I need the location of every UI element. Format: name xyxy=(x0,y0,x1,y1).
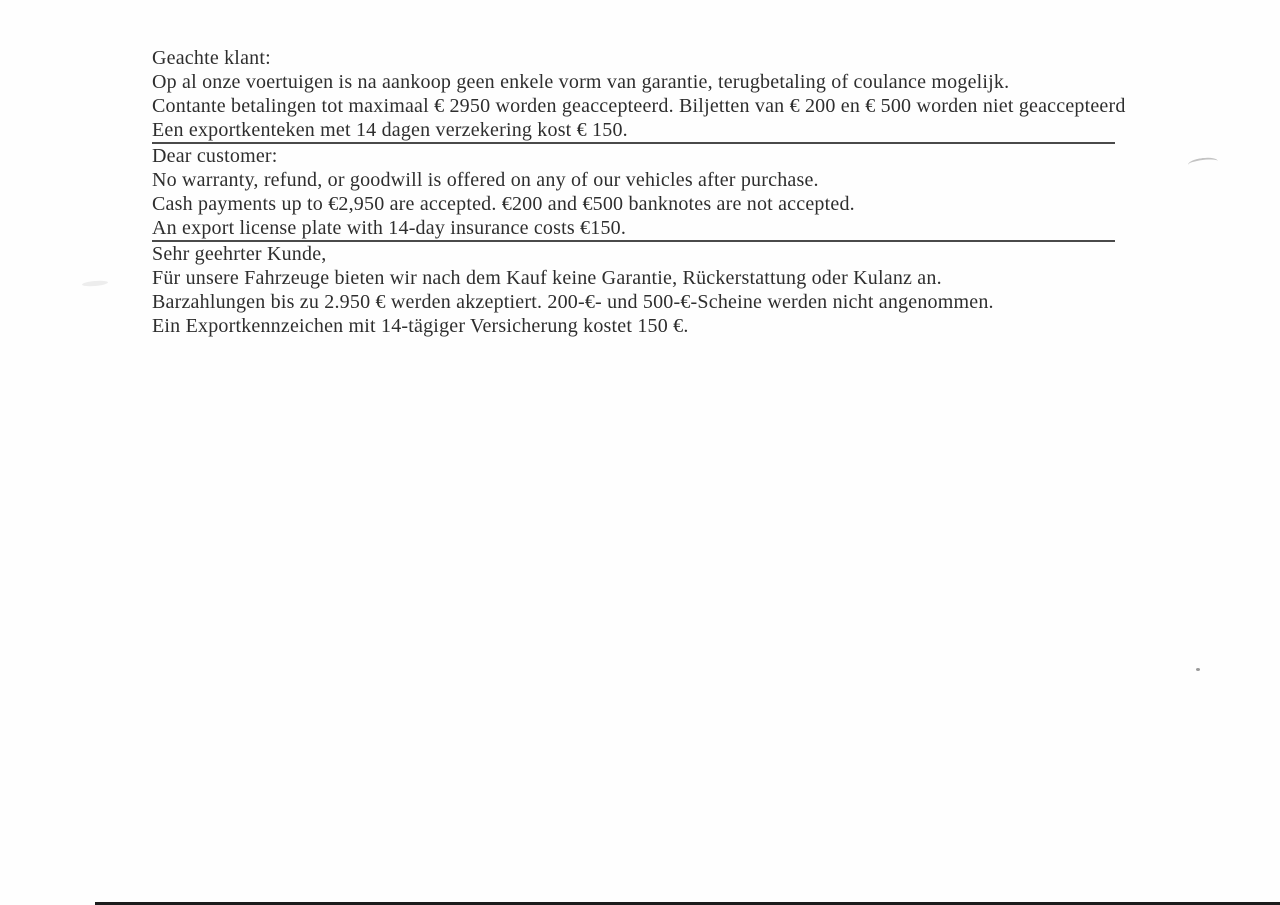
dutch-warranty-line: Op al onze voertuigen is na aankoop geen enkele vorm van garantie, terugbetaling of coulance mogelijk. xyxy=(152,71,1010,93)
english-greeting: Dear customer: xyxy=(152,145,278,167)
dutch-export-plate-line: Een exportkenteken met 14 dagen verzekering kost € 150. xyxy=(152,119,628,141)
german-warranty-line: Für unsere Fahrzeuge bieten wir nach dem Kauf keine Garantie, Rückerstattung oder Kulanz an. xyxy=(152,267,942,289)
english-export-plate-line: An export license plate with 14-day insurance costs €150. xyxy=(152,217,627,239)
document-content xyxy=(0,0,1280,338)
english-cash-payment-line: Cash payments up to €2,950 are accepted. €200 and €500 banknotes are not accepted. xyxy=(152,193,855,215)
section-german xyxy=(152,242,1220,338)
german-cash-payment-line: Barzahlungen bis zu 2.950 € werden akzeptiert. 200-€- und 500-€-Scheine werden nicht angenommen. xyxy=(152,291,994,313)
english-warranty-line: No warranty, refund, or goodwill is offered on any of our vehicles after purchase. xyxy=(152,169,819,191)
scan-artifact-dot xyxy=(1196,668,1200,671)
dutch-cash-payment-line: Contante betalingen tot maximaal € 2950 worden geaccepteerd. Biljetten van € 200 en € 500 worden niet geaccepteerd xyxy=(152,95,1126,117)
german-export-plate-line: Ein Exportkennzeichen mit 14-tägiger Versicherung kostet 150 €. xyxy=(152,315,689,337)
german-greeting: Sehr geehrter Kunde, xyxy=(152,243,327,265)
section-english xyxy=(152,144,1220,240)
dutch-greeting: Geachte klant: xyxy=(152,47,271,69)
section-dutch xyxy=(152,46,1220,142)
